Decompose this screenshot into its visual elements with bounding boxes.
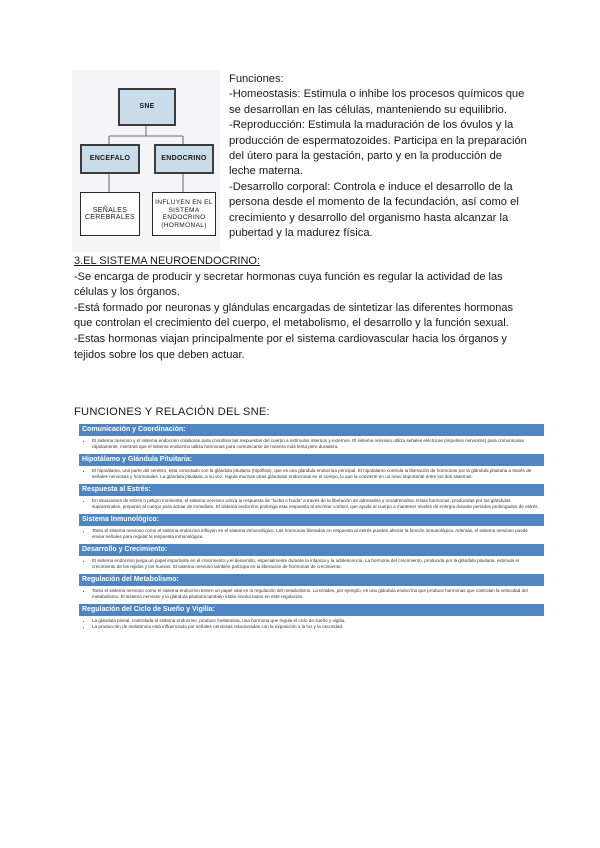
funcion-reproduccion: -Reproducción: Estimula la maduración de los óvulos y la producción de espermatozoides. Participa en la preparación del útero para la gestación, parto y en la producción de leche materna. [229, 119, 527, 178]
row-heading: Regulación del Ciclo de Sueño y Vigilia: [79, 604, 544, 616]
paragraph: -Estas hormonas viajan principalmente por el sistema cardiovascular hacia los órganos y tejidos sobre los que deben actuar. [74, 332, 507, 361]
row-body [79, 586, 544, 602]
funciones-block [229, 72, 529, 241]
funcion-desarrollo: -Desarrollo corporal: Controla e induce el desarrollo de la persona desde el momento de la fecundación, así como el crecimiento y desarrollo del organismo hasta alcanzar la pubertad y la madurez física. [229, 180, 519, 240]
row-body [79, 466, 544, 482]
section-title: 3.EL SISTEMA NEUROENDOCRINO: [74, 255, 261, 267]
list-item: • La glándula pineal, controlada el sistema endocrino, produce melatonina, una hormona que regula el ciclo de sueño y vigilia. [92, 618, 541, 624]
list-item: • El sistema nervioso y el sistema endocrino colaboran para coordinar las respuestas del cuerpo a estímulos internos y externos. El sistema nervioso utiliza señales eléctricas (impulsos nerviosos) para comunicarse rápidamente, mientras que el sistema endocrino utiliza hormonas para comunicarse de manera más lenta pero duradera. [92, 438, 541, 450]
row-heading: Comunicación y Coordinación: [79, 424, 544, 436]
row-body [79, 556, 544, 572]
row-heading: Desarrollo y Crecimiento: [79, 544, 544, 556]
row-heading: Hipotálamo y Glándula Pituitaria: [79, 454, 544, 466]
node-influyen-endocrino: INFLUYEN EN EL SISTEMA ENDOCRINO (HORMONAL) [152, 192, 216, 236]
list-item: • Tanto el sistema nervioso como el sistema endocrino influyen en el sistema inmunológico. Las hormonas liberadas en respuesta al estrés pueden afectar la función inmunológica. Además, el sistema nervioso puede enviar señales para regular la respuesta inmunológica. [92, 528, 541, 540]
row-body [79, 436, 544, 452]
row-body [79, 526, 544, 542]
list-item: • En situaciones de estrés o peligro inminente, el sistema nervioso activa la respuesta de "lucha o huida" a través de la liberación de adrenalina y noradrenalina. Estas hormonas, producidas por las glándulas suprarrenales, preparan al cuerpo para actuar de inmediato. El sistema endocrino prolonga esta respuesta al secretar cortisol, que ayuda al cuerpo a mantener niveles de energía durante periodos prolongados de estrés. [92, 498, 541, 510]
row-heading: Respuesta al Estrés: [79, 484, 544, 496]
node-encefalo: ENCEFALO [80, 144, 140, 174]
sne-diagram [72, 70, 220, 252]
node-senales-cerebrales: SEÑALES CEREBRALES [80, 192, 140, 236]
relations-title: FUNCIONES Y RELACIÓN DEL SNE: [74, 406, 270, 418]
paragraph: -Está formado por neuronas y glándulas encargadas de sintetizar las diferentes hormonas que controlan el crecimiento del cuerpo, el metabolismo, el desarrollo y la función sexual. [74, 301, 514, 330]
list-item: • Tanto el sistema nervioso como el sistema endocrino tienen un papel vital en la regulación del metabolismo. La tiroides, por ejemplo, es una glándula endocrina que produce hormonas que controlan la velocidad del metabolismo. El sistema nervioso y la glándula pituitaria también están involucrados en este regulación. [92, 588, 541, 600]
node-sne: SNE [118, 88, 176, 126]
list-item: • El hipotálamo, una parte del cerebro, está conectado con la glándula pituitaria (hipófisis), que es una glándula endocrina principal. El hipotálamo controla la liberación de hormonas por la glándula pituitaria a través de señales nerviosas y hormonales. La glándula pituitaria, a su vez, regula muchas otras glándulas endocrinas en el cuerpo, lo que la convierte en un nexo importante entre los dos sistemas. [92, 468, 541, 480]
row-body [79, 616, 544, 632]
row-heading: Regulación del Metabolismo: [79, 574, 544, 586]
node-endocrino: ENDOCRINO [154, 144, 214, 174]
paragraph: -Se encarga de producir y secretar hormonas cuya función es regular la actividad de las células y los órganos. [74, 270, 503, 299]
funcion-homeostasis: -Homeostasis: Estimula o inhibe los procesos químicos que se desarrollan en las células, manteniendo su equilibrio. [229, 88, 525, 116]
funciones-title: Funciones: [229, 73, 284, 85]
list-item: • La producción de melatonina está influenciada por señales nerviosas relacionadas con la exposición a la luz y la oscuridad. [92, 624, 541, 630]
section-neuroendocrino [74, 254, 534, 363]
row-body [79, 496, 544, 512]
relations-table [79, 422, 544, 632]
list-item: • El sistema endocrino juega un papel importante en el crecimiento y el desarrollo, especialmente durante la infancia y la adolescencia. La hormona del crecimiento, producida por la glándula pituitaria, estimula el crecimiento de los tejidos y los huesos. El sistema nervioso también participa en la liberación de hormonas de crecimiento. [92, 558, 541, 570]
row-heading: Sistema Inmunológico: [79, 514, 544, 526]
